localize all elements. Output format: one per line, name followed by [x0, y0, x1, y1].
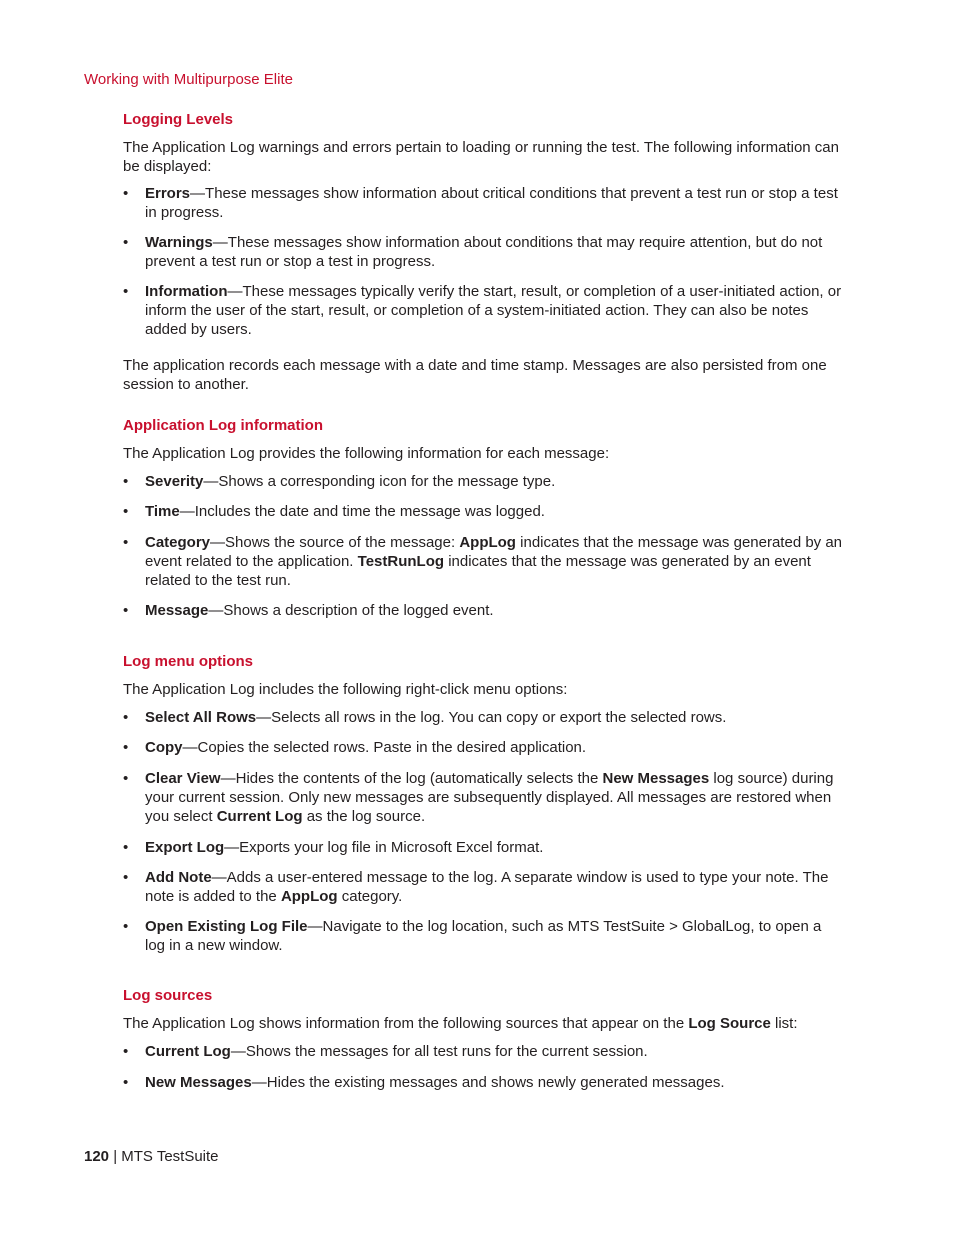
chapter-header: Working with Multipurpose Elite	[84, 71, 293, 88]
term: Copy	[145, 739, 183, 756]
list-item	[123, 502, 845, 521]
description: —Shows the messages for all test runs for the current session.	[230, 1043, 648, 1060]
term: Select All Rows	[145, 709, 257, 726]
list-item	[123, 533, 845, 590]
paragraph: The Application Log warnings and errors pertain to loading or running the test. The following information can be displayed:	[123, 139, 839, 175]
paragraph-text: The Application Log shows information from the following sources that appear on the	[123, 1015, 689, 1032]
description: log source) during your current session. Only new messages are subsequently displayed. All messages are restored when you select	[145, 770, 834, 825]
inline-term: TestRunLog	[357, 553, 445, 570]
list-item	[123, 838, 845, 857]
list-item	[123, 708, 845, 727]
description: —These messages show information about conditions that may require attention, but do not prevent a test run or stop a test in progress.	[145, 234, 823, 270]
paragraph: The application records each message with a date and time stamp. Messages are also persisted from one session to another.	[123, 357, 827, 393]
description: indicates that the message was generated by an event related to the test run.	[145, 553, 811, 589]
term: Severity	[145, 473, 204, 490]
list-item	[123, 184, 845, 222]
description: —Copies the selected rows. Paste in the desired application.	[182, 739, 587, 756]
description: —Hides the contents of the log (automatically selects the	[220, 770, 603, 787]
term: Export Log	[145, 839, 225, 856]
description: —Exports your log file in Microsoft Excel format.	[224, 839, 544, 856]
footer-product: MTS TestSuite	[121, 1148, 219, 1165]
heading-logging-levels: Logging Levels	[123, 111, 234, 128]
list-item	[123, 1042, 845, 1061]
description: —Shows the source of the message:	[210, 534, 460, 551]
description: —Shows a corresponding icon for the message type.	[203, 473, 556, 490]
paragraph: The Application Log includes the following right-click menu options:	[123, 681, 568, 698]
list-item	[123, 917, 845, 955]
paragraph-text: list:	[770, 1015, 798, 1032]
list-item	[123, 233, 845, 271]
paragraph	[123, 1014, 845, 1033]
description: —These messages show information about critical conditions that prevent a test run or stop a test in progress.	[145, 185, 838, 221]
heading-log-menu-options: Log menu options	[123, 653, 253, 670]
page-footer	[84, 1148, 219, 1165]
inline-term: Log Source	[688, 1015, 771, 1032]
heading-application-log-information: Application Log information	[123, 417, 323, 434]
footer-separator: |	[109, 1148, 122, 1165]
term: Open Existing Log File	[145, 918, 308, 935]
inline-term: Current Log	[216, 808, 303, 825]
paragraph: The Application Log provides the following information for each message:	[123, 445, 610, 462]
bullet-list	[123, 184, 845, 339]
bullet-list	[123, 708, 845, 955]
term: Clear View	[145, 770, 221, 787]
term: Message	[145, 602, 209, 619]
description: —Includes the date and time the message was logged.	[179, 503, 545, 520]
inline-term: AppLog	[459, 534, 516, 551]
page-number: 120	[84, 1148, 110, 1165]
term: Add Note	[145, 869, 212, 886]
description: —These messages typically verify the start, result, or completion of a user-initiated action, or inform the user of the start, result, or completion of a system-initiated action. They can also be notes added by users.	[145, 283, 842, 338]
term: Errors	[145, 185, 191, 202]
list-item	[123, 769, 845, 826]
list-item	[123, 601, 845, 620]
page-content	[123, 110, 845, 1092]
description: —Shows a description of the logged event.	[208, 602, 494, 619]
description: category.	[337, 888, 403, 905]
description: —Hides the existing messages and shows newly generated messages.	[251, 1074, 725, 1091]
term: Time	[145, 503, 180, 520]
description: —Adds a user-entered message to the log. A separate window is used to type your note. The note is added to the	[145, 869, 829, 905]
term: Category	[145, 534, 211, 551]
bullet-list	[123, 1042, 845, 1092]
list-item	[123, 472, 845, 491]
list-item	[123, 738, 845, 757]
term: New Messages	[145, 1074, 252, 1091]
description: —Navigate to the log location, such as MTS TestSuite > GlobalLog, to open a log in a new window.	[145, 918, 822, 954]
heading-log-sources: Log sources	[123, 987, 213, 1004]
term: Warnings	[145, 234, 213, 251]
list-item	[123, 282, 845, 339]
description: indicates that the message was generated by an event related to the application.	[145, 534, 843, 570]
inline-term: AppLog	[280, 888, 338, 905]
term: Current Log	[145, 1043, 231, 1060]
list-item	[123, 868, 845, 906]
list-item	[123, 1073, 845, 1092]
bullet-list	[123, 472, 845, 620]
description: as the log source.	[302, 808, 426, 825]
inline-term: New Messages	[602, 770, 710, 787]
description: —Selects all rows in the log. You can copy or export the selected rows.	[256, 709, 727, 726]
term: Information	[145, 283, 228, 300]
